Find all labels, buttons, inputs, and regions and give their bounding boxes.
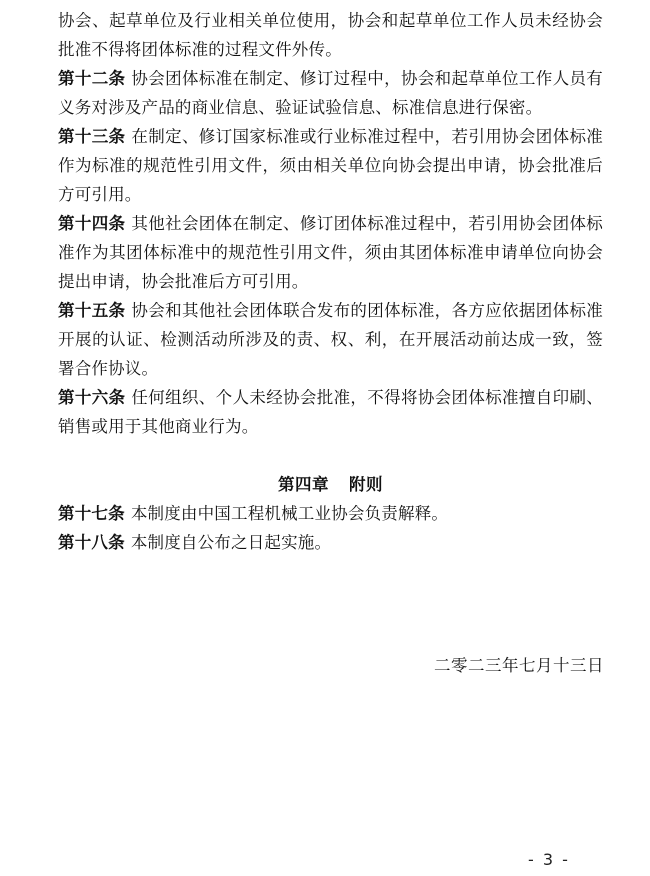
paragraph-text: 协会和其他社会团体联合发布的团体标准，各方应依据团体标准开展的认证、检测活动所涉及的责、权、利，在开展活动前达成一致，签署合作协议。 [58, 301, 603, 378]
article-number: 第十八条 [58, 533, 125, 552]
article-13 [58, 122, 603, 209]
paragraph-text: 在制定、修订国家标准或行业标准过程中，若引用协会团体标准作为标准的规范性引用文件，须由相关单位向协会提出申请，协会批准后方可引用。 [58, 127, 603, 204]
article-17 [58, 499, 603, 528]
paragraph-text: 本制度自公布之日起实施。 [130, 533, 332, 552]
article-number: 第十四条 [58, 214, 126, 233]
article-16 [58, 383, 603, 441]
article-number: 第十七条 [58, 504, 125, 523]
article-number: 第十六条 [58, 388, 126, 407]
paragraph-text: 任何组织、个人未经协会批准，不得将协会团体标准擅自印刷、销售或用于其他商业行为。 [58, 388, 603, 436]
paragraph-text: 其他社会团体在制定、修订团体标准过程中，若引用协会团体标准作为其团体标准中的规范性引用文件，须由其团体标准申请单位向协会提出申请，协会批准后方可引用。 [58, 214, 603, 291]
chapter-heading [58, 470, 603, 499]
page-number: - 3 - [528, 850, 570, 869]
article-14 [58, 209, 603, 296]
article-number: 第十五条 [58, 301, 126, 320]
article-number: 第十二条 [58, 69, 126, 88]
document-body [58, 6, 603, 557]
chapter-title: 附则 [349, 475, 383, 494]
article-number: 第十三条 [58, 127, 126, 146]
chapter-number: 第四章 [278, 475, 329, 494]
paragraph-continuation [58, 6, 603, 64]
article-12 [58, 64, 603, 122]
document-date: 二零二三年七月十三日 [434, 656, 604, 675]
paragraph-text: 协会团体标准在制定、修订过程中，协会和起草单位工作人员有义务对涉及产品的商业信息、验证试验信息、标准信息进行保密。 [58, 69, 603, 117]
article-18 [58, 528, 603, 557]
paragraph-text: 协会、起草单位及行业相关单位使用，协会和起草单位工作人员未经协会批准不得将团体标准的过程文件外传。 [58, 11, 603, 59]
article-15 [58, 296, 603, 383]
paragraph-text: 本制度由中国工程机械工业协会负责解释。 [130, 504, 449, 523]
